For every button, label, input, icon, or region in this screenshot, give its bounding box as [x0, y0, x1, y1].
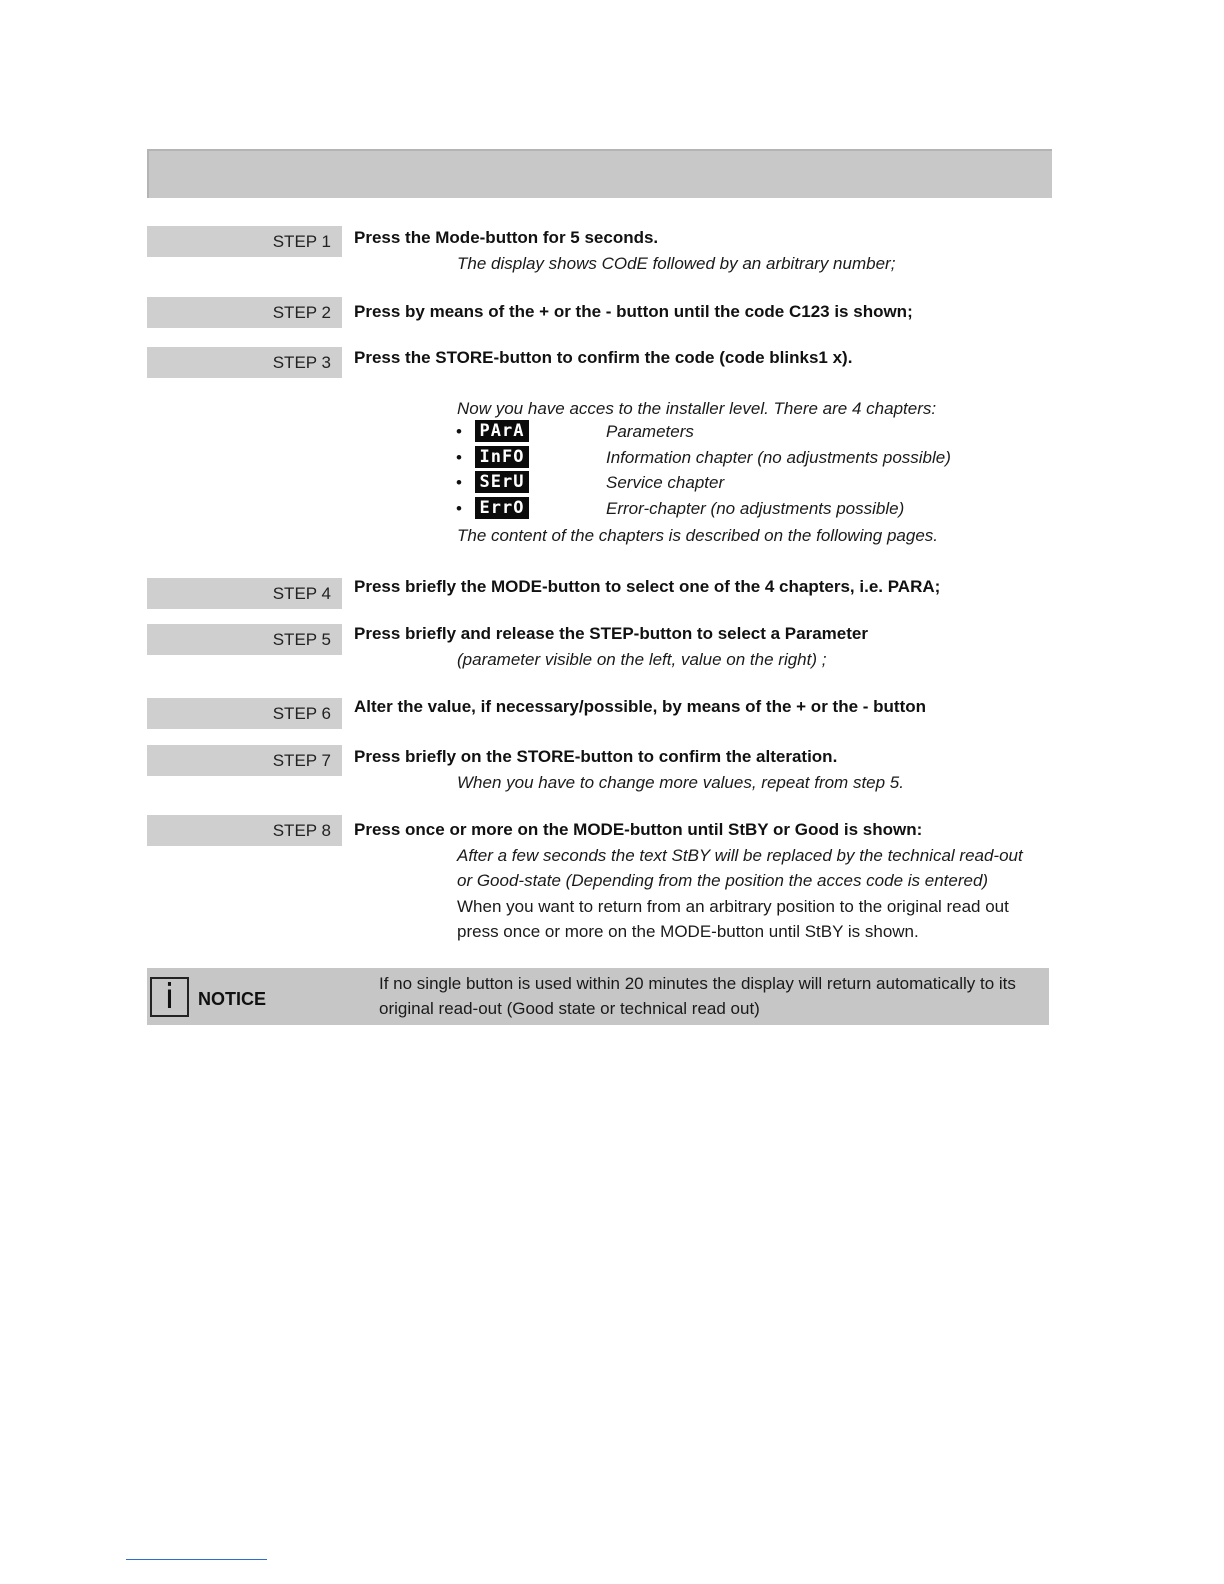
step-5-label: STEP 5	[147, 624, 342, 655]
step-8-note-4: press once or more on the MODE-button until StBY is shown.	[457, 922, 919, 941]
footnote-divider	[126, 1559, 267, 1560]
lcd-display-erro: ErrO	[475, 497, 529, 519]
notice-text	[379, 971, 1016, 1021]
bullet: •	[456, 499, 462, 518]
step-1-instruction: Press the Mode-button for 5 seconds.	[354, 228, 659, 247]
step-4-instruction: Press briefly the MODE-button to select one of the 4 chapters, i.e. PARA;	[354, 577, 941, 596]
step-6-instruction: Alter the value, if necessary/possible, by means of the + or the - button	[354, 697, 926, 716]
step-7-label: STEP 7	[147, 745, 342, 776]
chapter-description: Error-chapter (no adjustments possible)	[606, 499, 905, 518]
step-6-label: STEP 6	[147, 698, 342, 729]
step-3-label: STEP 3	[147, 347, 342, 378]
step-5-note: (parameter visible on the left, value on the right) ;	[457, 650, 827, 669]
chapters-intro: Now you have acces to the installer level. There are 4 chapters:	[457, 399, 937, 418]
lcd-display-para: PArA	[475, 420, 529, 442]
chapter-description: Information chapter (no adjustments possible)	[606, 448, 951, 467]
chapter-description: Parameters	[606, 422, 694, 441]
step-7-note: When you have to change more values, repeat from step 5.	[457, 773, 904, 792]
step-8-label: STEP 8	[147, 815, 342, 846]
step-8-instruction: Press once or more on the MODE-button until StBY or Good is shown:	[354, 820, 923, 839]
step-7-instruction: Press briefly on the STORE-button to confirm the alteration.	[354, 747, 838, 766]
chapter-description: Service chapter	[606, 473, 725, 492]
step-8-note-3: When you want to return from an arbitrary position to the original read out	[457, 897, 1009, 916]
notice-line-1: If no single button is used within 20 minutes the display will return automatically to its	[379, 974, 1016, 993]
step-2-label: STEP 2	[147, 297, 342, 328]
step-4-label: STEP 4	[147, 578, 342, 609]
notice-label: NOTICE	[198, 989, 267, 1009]
step-5-instruction: Press briefly and release the STEP-button to select a Parameter	[354, 624, 868, 643]
info-icon: i	[150, 977, 189, 1017]
notice-box	[147, 968, 1049, 1025]
step-2-instruction: Press by means of the + or the - button until the code C123 is shown;	[354, 302, 913, 321]
step-1-label: STEP 1	[147, 226, 342, 257]
step-8-note-1: After a few seconds the text StBY will be replaced by the technical read-out	[457, 846, 1023, 865]
section-header-bar	[147, 149, 1052, 198]
bullet: •	[456, 448, 462, 467]
notice-line-2: original read-out (Good state or technical read out)	[379, 999, 760, 1018]
step-1-note: The display shows COdE followed by an arbitrary number;	[457, 254, 896, 273]
bullet: •	[456, 473, 462, 492]
lcd-display-info: InFO	[475, 446, 529, 468]
bullet: •	[456, 422, 462, 441]
chapters-outro: The content of the chapters is described on the following pages.	[457, 526, 939, 545]
step-3-instruction: Press the STORE-button to confirm the code (code blinks1 x).	[354, 348, 853, 367]
step-8-note-2: or Good-state (Depending from the position the acces code is entered)	[457, 871, 989, 890]
lcd-display-serv: SErU	[475, 471, 529, 493]
